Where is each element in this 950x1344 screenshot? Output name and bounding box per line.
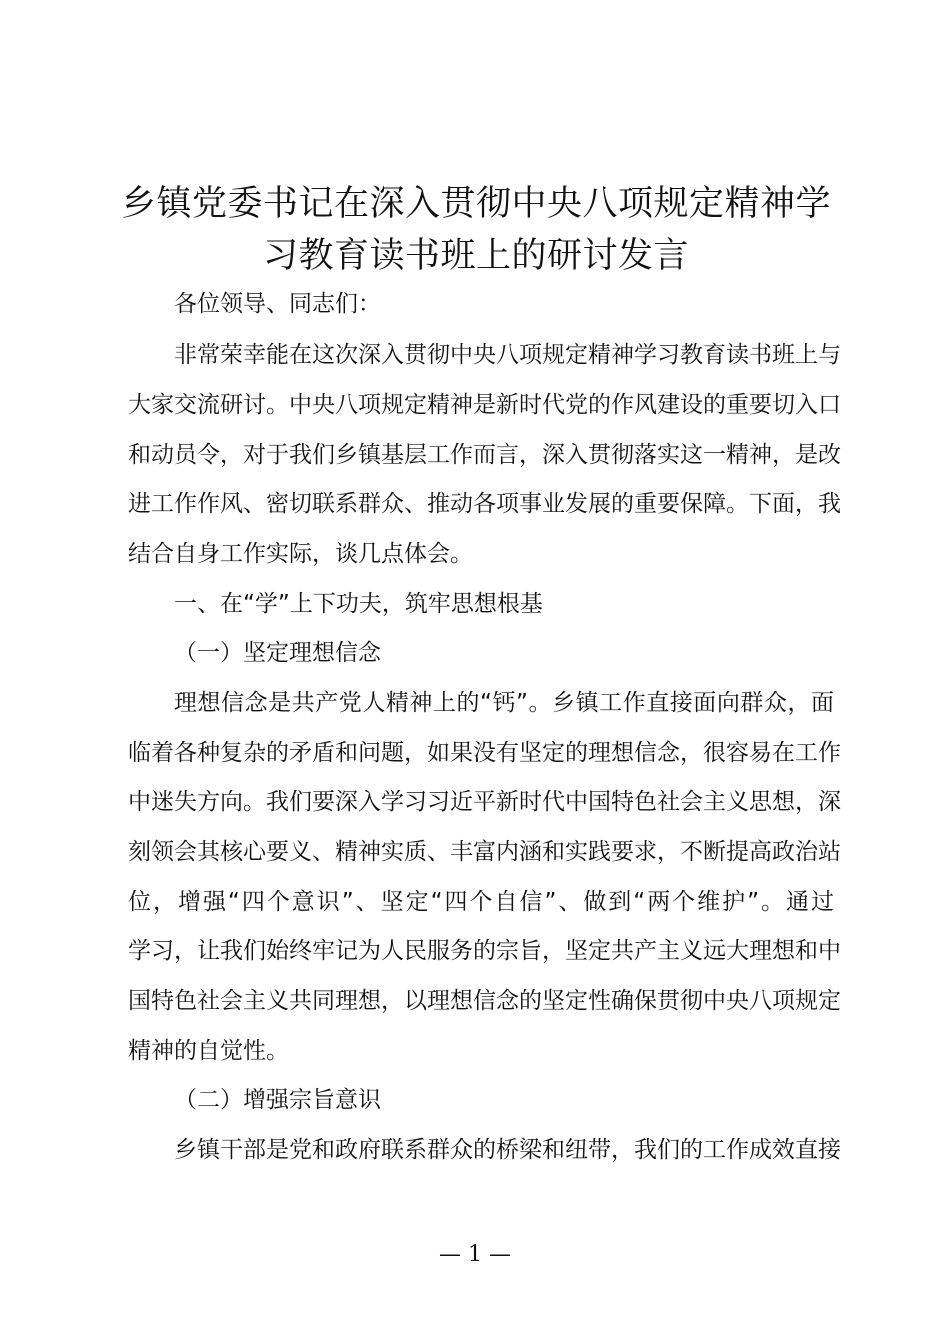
- paragraph-line: 和动员令，对于我们乡镇基层工作而言，深入贯彻落实这一精神，是改: [128, 442, 841, 468]
- subsection-heading: （一）坚定理想信念: [174, 640, 381, 666]
- paragraph-line: 大家交流研讨。中央八项规定精神是新时代党的作风建设的重要切入口: [128, 392, 841, 418]
- paragraph-line: 临着各种复杂的矛盾和问题，如果没有坚定的理想信念，很容易在工作: [128, 740, 841, 766]
- paragraph-line: 国特色社会主义共同理想，以理想信念的坚定性确保贯彻中央八项规定: [128, 988, 841, 1014]
- paragraph-line: 精神的自觉性。: [128, 1038, 289, 1064]
- subsection-heading: （二）增强宗旨意识: [174, 1087, 381, 1113]
- greeting: 各位领导、同志们：: [174, 291, 381, 317]
- section-heading: 一、在“学”上下功夫，筑牢思想根基: [174, 591, 543, 617]
- paragraph-line: 乡镇干部是党和政府联系群众的桥梁和纽带，我们的工作成效直接: [174, 1137, 841, 1163]
- paragraph-line: 学习，让我们始终牢记为人民服务的宗旨，坚定共产主义远大理想和中: [128, 938, 841, 964]
- paragraph-line: 结合自身工作实际，谈几点体会。: [128, 541, 473, 567]
- paragraph-line: 刻领会其核心要义、精神实质、丰富内涵和实践要求，不断提高政治站: [128, 839, 841, 865]
- title-line-1: 乡镇党委书记在深入贯彻中央八项规定精神学: [120, 184, 831, 224]
- paragraph-line: 位，增强“四个意识”、坚定“四个自信”、做到“两个维护”。通过: [128, 889, 834, 915]
- document-title: [118, 178, 834, 282]
- paragraph-line: 中迷失方向。我们要深入学习习近平新时代中国特色社会主义思想，深: [128, 789, 841, 815]
- title-line-2: 习教育读书班上的研讨发言: [262, 236, 689, 276]
- paragraph-line: 理想信念是共产党人精神上的“钙”。乡镇工作直接面向群众，面: [174, 690, 834, 716]
- paragraph-line: 非常荣幸能在这次深入贯彻中央八项规定精神学习教育读书班上与: [174, 342, 841, 368]
- page-number: — 1 —: [439, 1242, 511, 1267]
- paragraph-line: 进工作作风、密切联系群众、推动各项事业发展的重要保障。下面，我: [128, 491, 841, 517]
